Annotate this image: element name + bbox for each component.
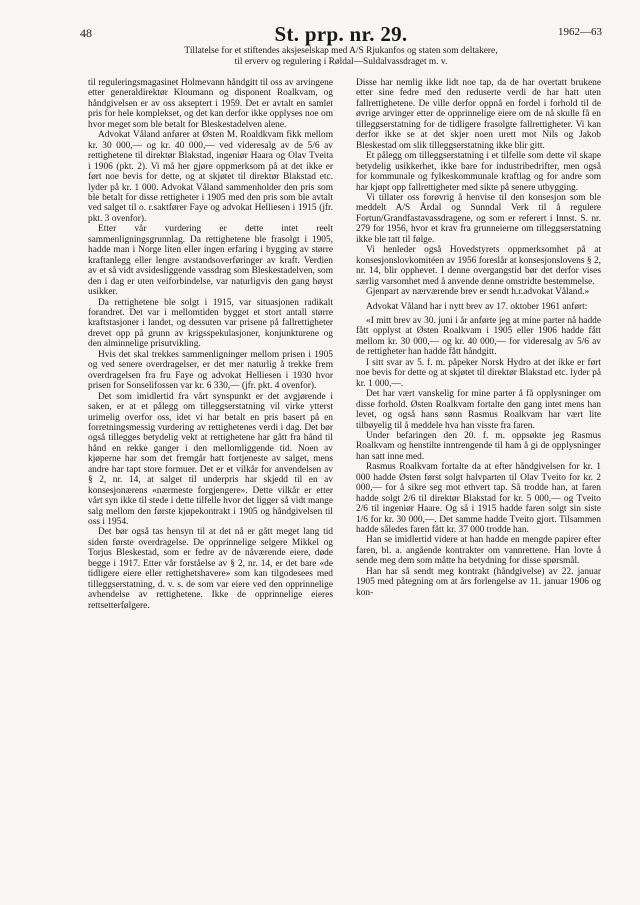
- subtitle-line: Tillatelse for et stiftendes aksjeselskap med A/S Rjukanfos og staten som deltakere,: [184, 46, 498, 56]
- left-column: [88, 78, 333, 891]
- paragraph: Et pålegg om tilleggserstatning i et tilfelle som dette vil skape betydelig usikkerhet, ikke bare for industribedrifter, men også for kommunale og fylkeskommunale kraftlag og for andre som har kjøpt opp fallrettigheter med sikte på senere utbygging.: [356, 151, 601, 193]
- paragraph: Advokat Våland anfører at Østen M. Roaldkvam fikk mellom kr. 30 000,— og kr. 40 000,— ved videresalg av de 5/6 av rettighetene til direktør Blakstad, ingeniør Haara og Olav Tveita i 1906 (pkt. 2). Vi må her gjøre oppmerksom på at det ikke er ført noe bevis for dette, og at skjøtet til direktør Blakstad etc. lyder på kr. 1 000. Advokat Våland sammenholder den pris som ble betalt for disse rettigheter i 1905 med den pris som ble avtalt ved salget til o. r.saktfører Faye og advokat Helliesen i 1915 (jfr. pkt. 3 ovenfor).: [88, 130, 333, 224]
- paragraph: Da rettighetene ble solgt i 1915, var situasjonen radikalt forandret. Det var i mellomtiden bygget et stort antall større kraftstasjoner i landet, og dessuten var prisene på fallrettigheter drevet opp på grunn av krigsspekulasjoner, konjunkturene og den alminnelige prisutvikling.: [88, 297, 333, 350]
- paragraph: Etter vår vurdering er dette intet reelt sammenligningsgrunnlag. Da rettighetene ble frasolgt i 1905, hadde man i Norge liten eller ingen erfaring i bygging av større kraftanlegg eller lengre avstandsoverføringer av kraft. Verdien av et så vidt avsidesliggende vassdrag som Bleskestadelven, som den i dag er uten veiforbindelse, var naturligvis den gang høyst usikker.: [88, 224, 333, 298]
- paragraph: Disse har nemlig ikke lidt noe tap, da de har overtatt brukene etter sine fedre med den reduserte verdi de har hatt uten fallrettighetene. De ville derfor oppnå en fordel i forhold til de øvrige arvinger etter de opprinnelige eiere om de nå skulle få en tilleggserstatning for de tidligere frasolgte fallrettigheter. Vi kan derfor ikke se at det skjer noen urett mot Nils og Jakob Bleskestad om slik tilleggserstatning ikke blir gitt.: [356, 78, 601, 151]
- paragraph: Vi henleder også Hovedstyrets oppmerksomhet på at konsesjonslovkomitéen av 1956 foreslår at konsesjonslovens § 2, nr. 14, blir opphevet. I denne overgangstid bør det derfor vises særlig varsomhet med å anvende denne omstridte bestemmelse.: [356, 245, 601, 287]
- document-year: 1962—63: [558, 26, 602, 38]
- paragraph: Advokat Våland har i nytt brev av 17. oktober 1961 anført:: [366, 301, 588, 312]
- paragraph: Hvis det skal trekkes sammenligninger mellom prisen i 1905 og ved senere overdragelser, er det mer naturlig å trekke frem overdragelsen fra fru Faye og advokat Helliesen i 1930 hvor prisen for Sonselifossen var kr. 6 330,— (jfr. pkt. 4 ovenfor).: [88, 349, 333, 392]
- text-columns: [88, 78, 602, 891]
- paragraph: Det bør også tas hensyn til at det nå er gått meget lang tid siden første overdragelse. De opprinnelige selgere Mikkel og Torjus Bleskestad, som er fedre av de nåværende eiere, døde begge i 1917. Etter vår forståelse av § 2, nr. 14, er det bare «de tidligere eiere eller rettighetshavere» som kan tilgodesees med tilleggserstatning, d. v. s. de som var eiere ved den opprinnelige avhendelse av rettighetene. Ikke de opprinnelige eieres rettsetterfølgere.: [88, 527, 333, 611]
- paragraph: Gjenpart av nærværende brev er sendt h.r.advokat Våland.»: [366, 287, 590, 298]
- quote-paragraph: Det har vært vanskelig for mine parter å få opplysninger om disse forhold. Østen Roalkvam fortalte den gang intet mens han levet, og også hans sønn Rasmus Roalkvam har vært lite tilbøyelig til å meddele hva han visste fra faren.: [356, 389, 601, 431]
- quote-paragraph: Han har så sendt meg kontrakt (håndgivelse) av 22. januar 1905 med påtegning om at års forlengelse av 11. januar 1906 og kon-: [356, 566, 601, 598]
- quote-paragraph: «I mitt brev av 30. juni i år anførte jeg at mine parter nå hadde fått opplyst at Østen Roalkvam i 1905 eller 1906 hadde fått mellom kr. 30 000,— og kr. 40 000,— for videresalg av 5/6 av de rettigheter han hadde fått håndgitt.: [356, 315, 601, 358]
- page-number: 48: [80, 26, 92, 40]
- quote-paragraph: I sitt svar av 5. f. m. påpeker Norsk Hydro at det ikke er ført noe bevis for dette og at skjøtet til direktør Blakstad etc. lyder på kr. 1 000,—.: [356, 357, 601, 389]
- paragraph: Vi tillater oss forøvrig å henvise til den konsesjon som ble meddelt A/S Årdal og Sunndal Verk til å regulere Fortun/Grandfastavassdragene, og som er referert i Innst. S. nr. 279 for 1956, hvor et krav fra grunneierne om tilleggserstatning ikke ble tatt til følge.: [356, 192, 601, 245]
- document-title: St. prp. nr. 29.: [274, 22, 408, 46]
- right-column: [356, 78, 601, 891]
- paragraph: til reguleringsmagasinet Holmevann håndgitt til oss av arvingene etter generaldirektør Kloumann og disponent Roalkvam, og håndgivelsen er av oss akseptert i 1959. Det er avtalt en samlet pris for hele komplekset, og det kan derfor ikke opplyses noe om hvor meget som ble betalt for Bleskestadelven alene.: [88, 78, 333, 130]
- quote-paragraph: Han se imidlertid videre at han hadde en mengde papirer efter faren, bl. a. angående kontrakter om vannrettene. Han lovte å sende meg dem som måtte ha betydning for disse spørsmål.: [356, 535, 601, 567]
- subtitle-line: til erverv og regulering i Røldal—Suldalvassdraget m. v.: [234, 57, 448, 67]
- quote-paragraph: Under befaringen den 20. f. m. oppsøkte jeg Rasmus Roalkvam og henstilte inntrengende til ham å gi de opplysninger han satt inne med.: [356, 430, 601, 462]
- quote-paragraph: Rasmus Roalkvam fortalte da at efter håndgivelsen for kr. 1 000 hadde Østen først solgt halvparten til Olav Tveito for kr. 2 000,— for å sikre seg mot ethvert tap. Så trodde han, at faren hadde solgt 2/6 til direktør Blakstad for kr. 5 000,— og Tveito 2/6 til ingeniør Haare. Og så i 1915 hadde faren solgt sin siste 1/6 for kr. 30 000,—. Det samme hadde Tveito gjort. Tilsammen hadde således faren fått kr. 37 000 trodde han.: [356, 462, 601, 536]
- document-subtitle: [80, 46, 602, 68]
- paragraph: Det som imidlertid fra vårt synspunkt er det avgjørende i saken, er at et pålegg om tilleggserstatning vil virke ytterst urimelig overfor oss, idet vi har betalt en pris basert på en forretningsmessig vurdering av rettighetenes verdi i dag. Det bør også tillegges betydelig vekt at rettighetene har gått fra hånd til hånd en rekke ganger i den mellomliggende tid. Noen av kjøperne har som det fremgår hatt fortjeneste av salget, mens andre har tapt store formuer. Det er et vilkår for anvendelsen av § 2, nr. 14, at salget til underpris har skjedd til en av konsesjonærens «nærmeste forgjengere». Dette vilkår er etter vårt syn ikke til stede i dette tilfelle hvor det ligger så vidt mange salg mellom den første kjøpekontrakt i 1905 og håndgivelsen til oss i 1954.: [88, 391, 333, 528]
